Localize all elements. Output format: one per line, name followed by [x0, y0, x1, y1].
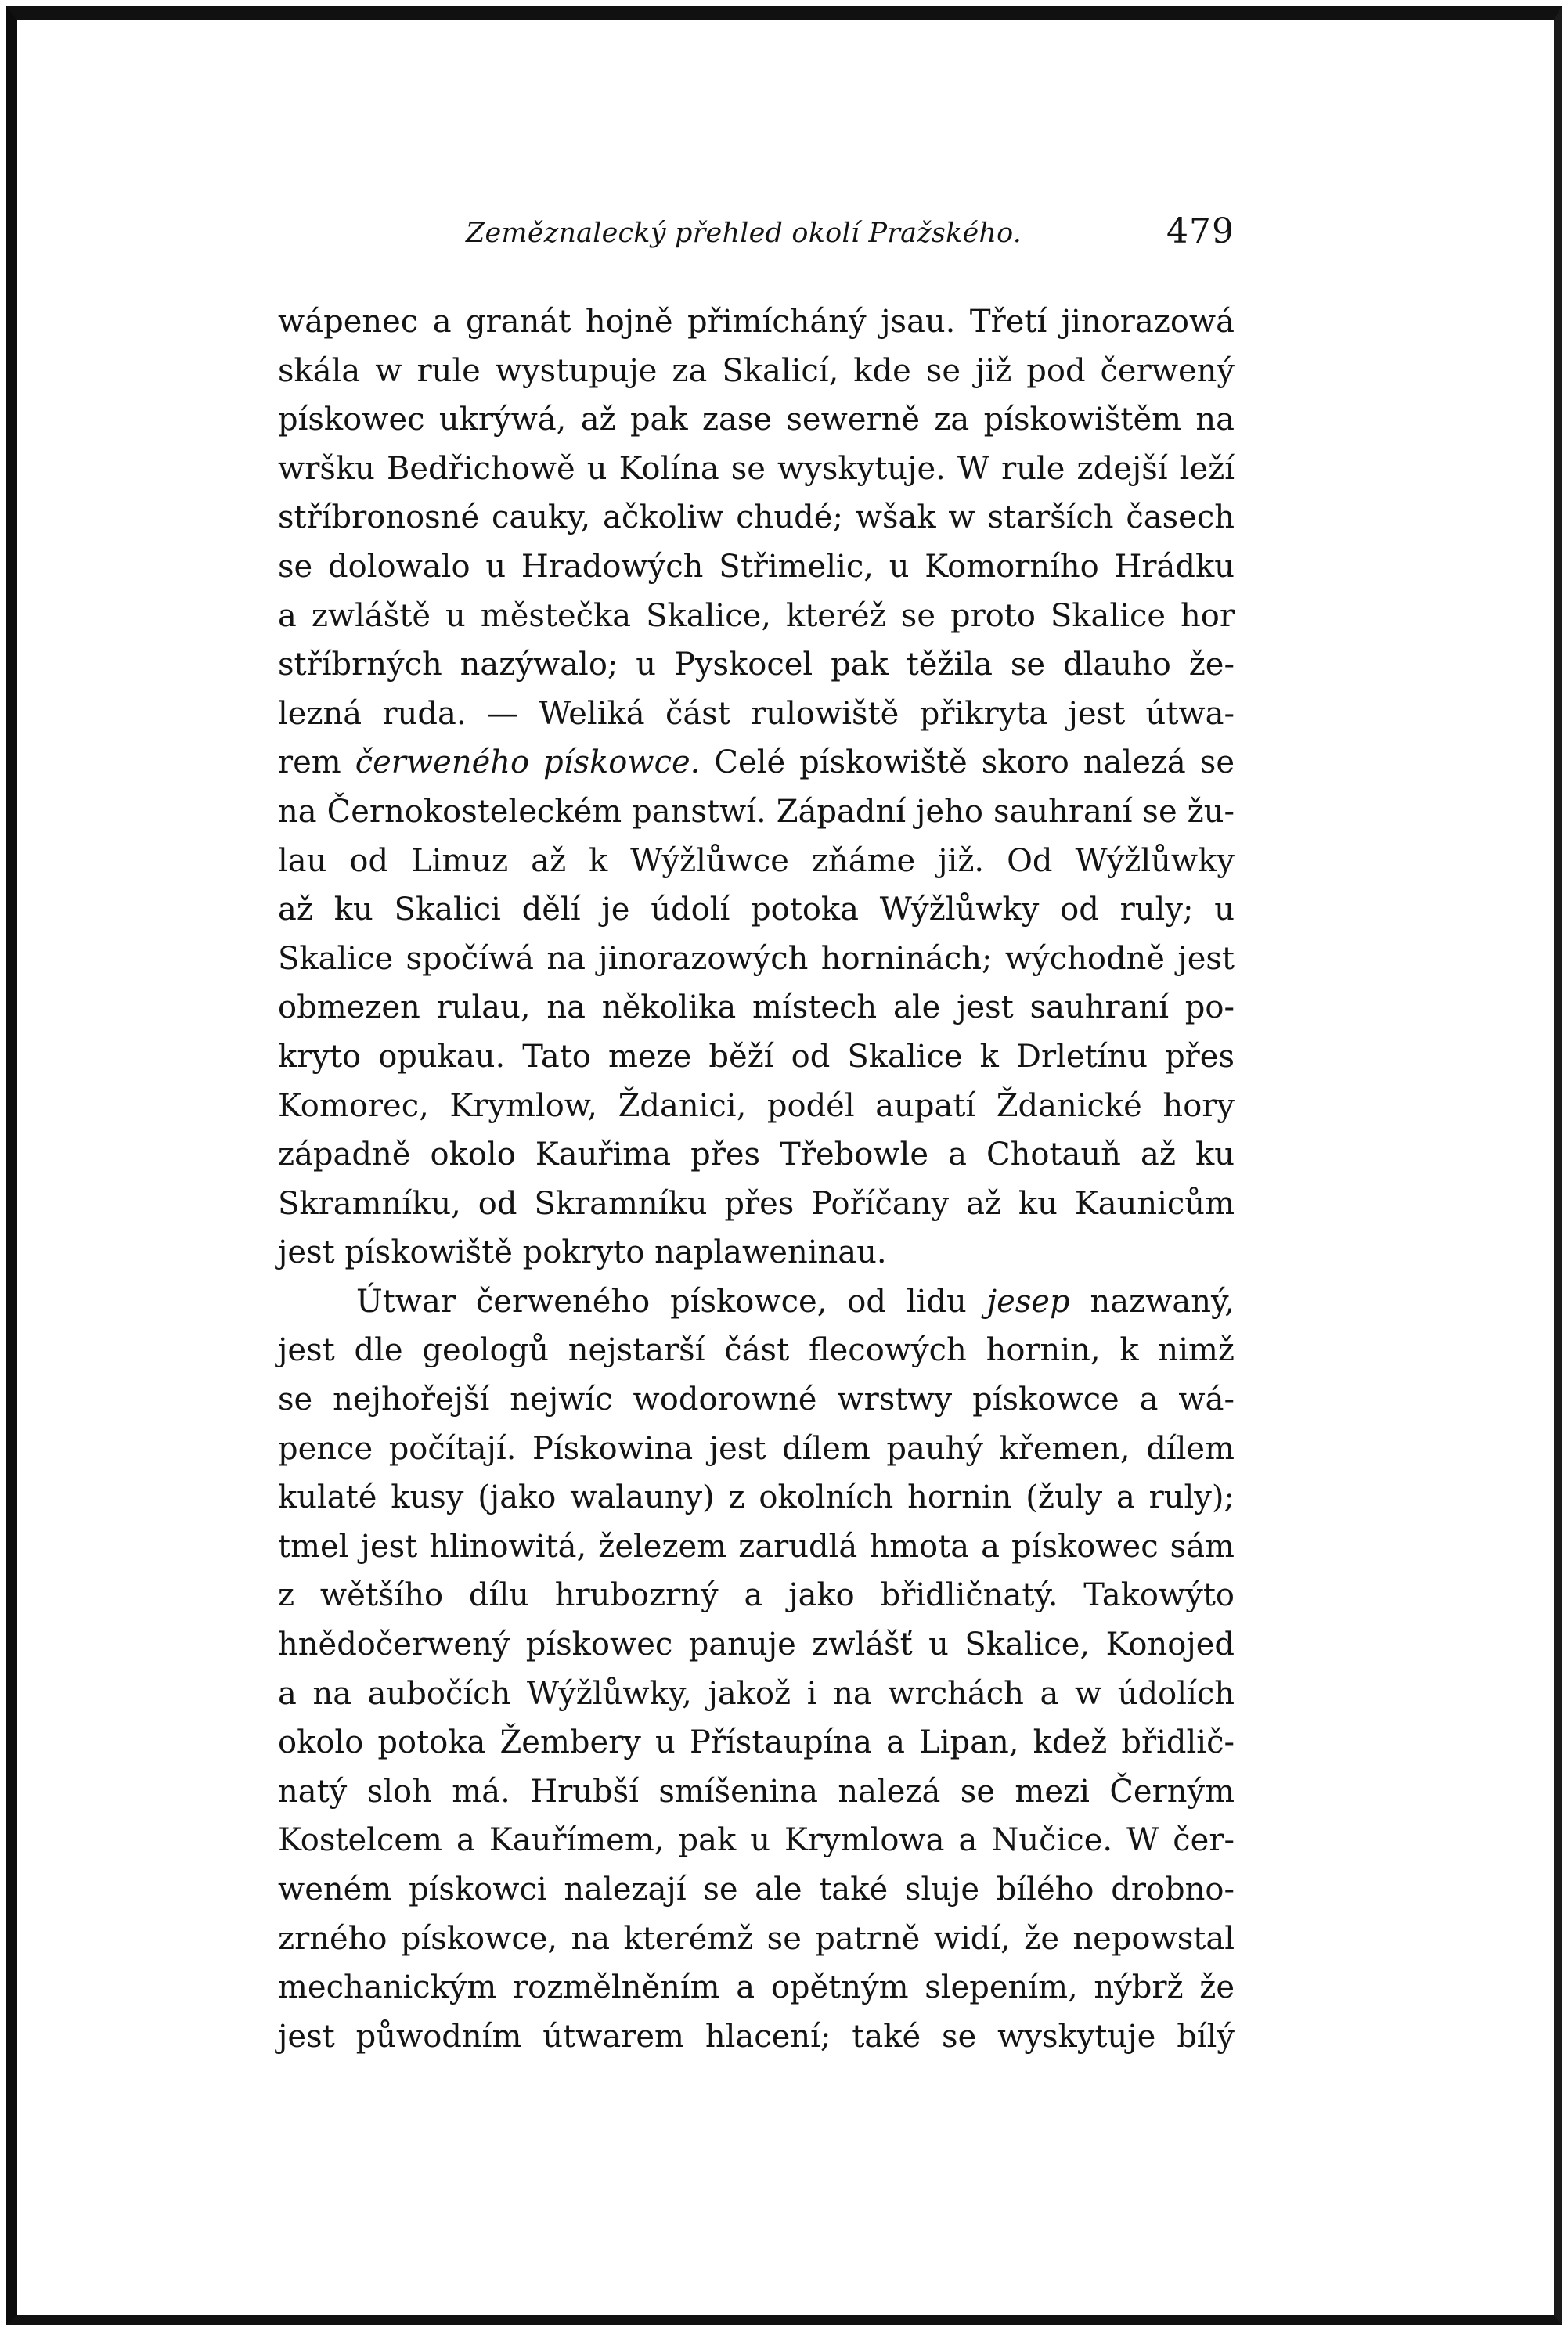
italic-term: čerweného pískowce. [355, 744, 701, 781]
text-line: a zwláště u městečka Skalice, kteréž se proto Skalice hor [278, 597, 1235, 634]
text-line: tmel jest hlinowitá, železem zarudlá hmota a pískowec sám [278, 1528, 1235, 1565]
text-line: wršku Bedřichowě u Kolína se wyskytuje. W rule zdejší leží [278, 450, 1235, 487]
text-segment: Celé pískowiště skoro nalezá se [700, 744, 1235, 781]
text-line: a na aubočích Wýžlůwky, jakož i na wrchách a w údolích [278, 1675, 1235, 1712]
text-line: obmezen rulau, na několika místech ale jest sauhraní po- [278, 989, 1235, 1026]
text-line: okolo potoka Žembery u Přístaupína a Lipan, kdež břidlič- [278, 1724, 1235, 1761]
text-line: se dolowalo u Hradowých Střimelic, u Komorního Hrádku [278, 548, 1235, 585]
text-line: až ku Skalici dělí je údolí potoka Wýžlůwky od ruly; u [278, 892, 1235, 928]
text-line: jest půwodním útwarem hlacení; také se wyskytuje bílý [278, 2018, 1235, 2055]
text-line: jest dle geologů nejstarší část flecowých hornin, k nimž [278, 1332, 1235, 1369]
text-line: pískowec ukrýwá, až pak zase sewerně za pískowištěm na [278, 402, 1235, 438]
text-line [278, 1277, 1235, 1327]
page-number: 479 [1166, 211, 1235, 251]
text-line: Komorec, Krymlow, Ždanici, podél aupatí Ždanické hory [278, 1087, 1235, 1124]
running-head-title: Zeměznalecký přehled okolí Pražského. [466, 218, 1022, 249]
text-line [278, 738, 1235, 787]
text-segment: Útwar čerweného pískowce, od lidu [356, 1283, 987, 1320]
text-line: kryto opukau. Tato meze běží od Skalice k Drletínu přes [278, 1038, 1235, 1075]
text-line: weném pískowci nalezají se ale také sluje bílého drobno- [278, 1872, 1235, 1908]
text-line: Kostelcem a Kauřímem, pak u Krymlowa a Nučice. W čer- [278, 1822, 1235, 1859]
running-head [278, 211, 1235, 266]
text-segment: rem [278, 744, 355, 781]
text-line: západně okolo Kauřima přes Třebowle a Chotauň až ku [278, 1137, 1235, 1173]
body-text [278, 297, 1235, 2061]
text-line: z wětšího dílu hrubozrný a jako břidličnatý. Takowýto [278, 1577, 1235, 1614]
text-line: lau od Limuz až k Wýžlůwce zňáme již. Od Wýžlůwky [278, 842, 1235, 879]
text-line: lezná ruda. — Weliká část rulowiště přikryta jest útwa- [278, 695, 1235, 732]
text-segment: nazwaný, [1069, 1283, 1235, 1320]
text-line: natý sloh má. Hrubší smíšenina nalezá se mezi Černým [278, 1773, 1235, 1810]
text-line: na Černokosteleckém panstwí. Západní jeho sauhraní se žu- [278, 793, 1235, 830]
text-line: hnědočerwený pískowec panuje zwlášť u Skalice, Konojed [278, 1627, 1235, 1663]
italic-term: jesep [986, 1283, 1070, 1320]
text-line: se nejhořejší nejwíc wodorowné wrstwy pískowce a wá- [278, 1382, 1235, 1418]
text-line: wápenec a granát hojně přimícháný jsau. Třetí jinorazowá [278, 304, 1235, 340]
text-line: stříbrných nazýwalo; u Pyskocel pak těžila se dlauho že- [278, 647, 1235, 683]
text-line: skála w rule wystupuje za Skalicí, kde se již pod čerwený [278, 352, 1235, 389]
text-line: Skalice spočíwá na jinorazowých horninách; wýchodně jest [278, 940, 1235, 977]
text-line: kulaté kusy (jako walauny) z okolních hornin (žuly a ruly); [278, 1479, 1235, 1516]
text-line: pence počítají. Pískowina jest dílem pauhý křemen, dílem [278, 1430, 1235, 1467]
text-line: mechanickým rozmělněním a opětným slepením, nýbrž že [278, 1969, 1235, 2006]
text-line: stříbronosné cauky, ačkoliw chudé; wšak w starších časech [278, 499, 1235, 536]
text-line: Skramníku, od Skramníku přes Poříčany až ku Kaunicům [278, 1185, 1235, 1222]
text-line: zrného pískowce, na kterémž se patrně widí, že nepowstal [278, 1920, 1235, 1957]
text-line: jest pískowiště pokryto naplaweninau. [278, 1234, 887, 1271]
book-page [278, 211, 1235, 2061]
